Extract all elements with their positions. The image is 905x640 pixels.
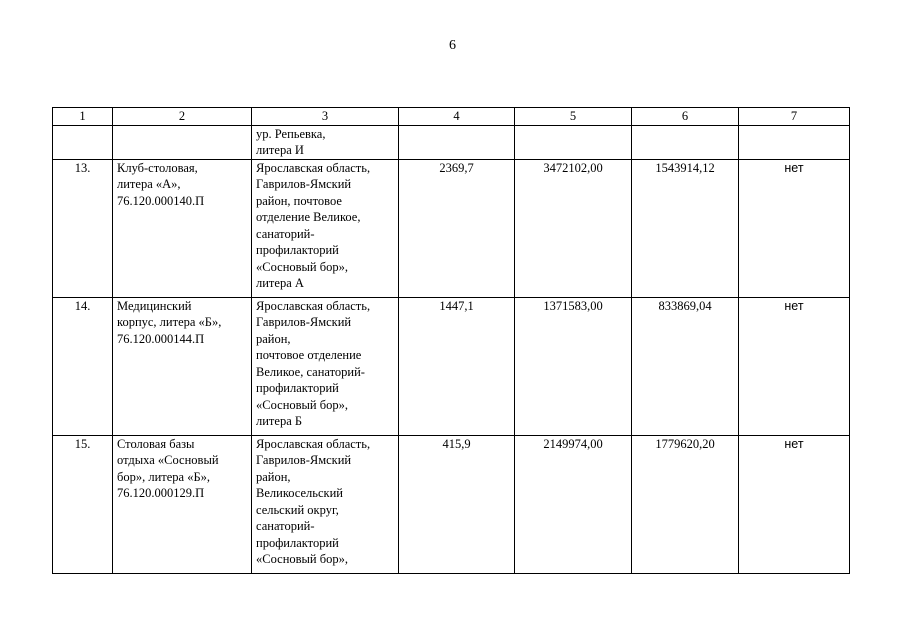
residual-value-cell: 1779620,20 [632,435,739,573]
area-cell: 415,9 [399,435,515,573]
address-cell: ур. Репьевка, литера И [252,125,399,159]
residual-value-cell [632,125,739,159]
flag-cell [739,125,850,159]
object-name-cell: Клуб-столовая, литера «А», 76.120.000140.П [113,159,252,297]
area-cell: 2369,7 [399,159,515,297]
value-cell: 3472102,00 [515,159,632,297]
table-row [53,435,850,573]
row-number-cell: 13. [53,159,113,297]
residual-value-cell: 1543914,12 [632,159,739,297]
row-number-cell: 14. [53,297,113,435]
page-number: 6 [449,38,456,53]
property-table [52,107,850,574]
column-header-5: 5 [515,108,632,126]
column-header-1: 1 [53,108,113,126]
column-header-6: 6 [632,108,739,126]
object-name-cell [113,125,252,159]
row-number-cell: 15. [53,435,113,573]
column-header-4: 4 [399,108,515,126]
value-cell [515,125,632,159]
residual-value-cell: 833869,04 [632,297,739,435]
flag-cell: нет [739,159,850,297]
address-cell: Ярославская область, Гаврилов-Ямский район, почтовое отделение Великое, санаторий- профилакторий «Сосновый бор», литера Б [252,297,399,435]
object-name-cell: Столовая базы отдыха «Сосновый бор», литера «Б», 76.120.000129.П [113,435,252,573]
header-row [53,108,850,126]
table-row-continuation [53,125,850,159]
flag-cell: нет [739,435,850,573]
address-cell: Ярославская область, Гаврилов-Ямский район, Великосельский сельский округ, санаторий- профилакторий «Сосновый бор», [252,435,399,573]
object-name-cell: Медицинский корпус, литера «Б», 76.120.000144.П [113,297,252,435]
value-cell: 1371583,00 [515,297,632,435]
table-row [53,297,850,435]
address-cell: Ярославская область, Гаврилов-Ямский район, почтовое отделение Великое, санаторий- профилакторий «Сосновый бор», литера А [252,159,399,297]
flag-cell: нет [739,297,850,435]
row-number-cell [53,125,113,159]
table-row [53,159,850,297]
value-cell: 2149974,00 [515,435,632,573]
column-header-7: 7 [739,108,850,126]
area-cell [399,125,515,159]
area-cell: 1447,1 [399,297,515,435]
column-header-2: 2 [113,108,252,126]
column-header-3: 3 [252,108,399,126]
